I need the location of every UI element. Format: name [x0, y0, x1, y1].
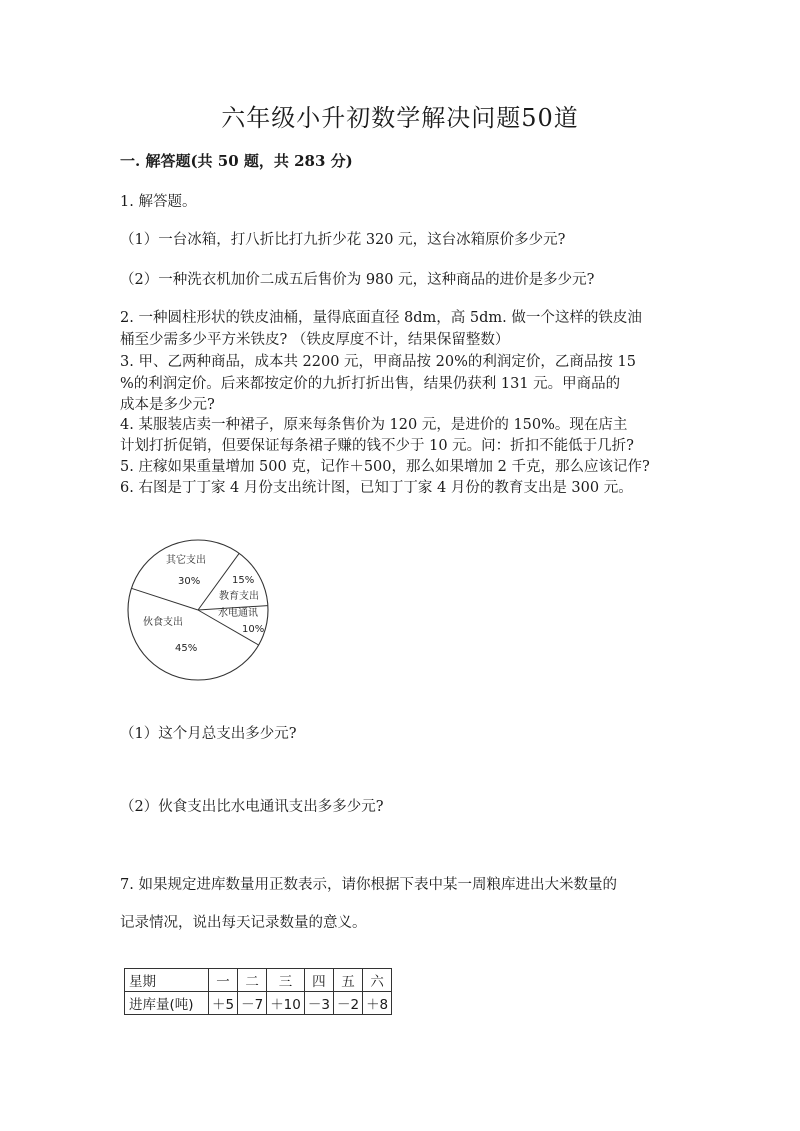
question-5: 5. 庄稼如果重量增加 500 克，记作＋500，那么如果增加 2 千克，那么应该记作?	[120, 459, 650, 475]
question-6: 6. 右图是丁丁家 4 月份支出统计图，已知丁丁家 4 月份的教育支出是 300 元。	[120, 480, 633, 496]
question-6-part-1: （1）这个月总支出多少元?	[120, 726, 297, 742]
rice-storage-table	[124, 968, 392, 1015]
question-4-line-2: 计划打折促销，但要保证每条裙子赚的钱不少于 10 元。问：折扣不能低于几折?	[120, 438, 634, 454]
slice-percent-education: 15%	[232, 575, 255, 586]
table-value-cell: ＋10	[267, 992, 305, 1015]
table-day-cell: 一	[209, 969, 238, 992]
question-1-part-2: （2）一种洗衣机加价二成五后售价为 980 元，这种商品的进价是多少元?	[120, 272, 595, 288]
slice-percent-food: 45%	[175, 643, 198, 654]
table-day-cell: 二	[238, 969, 267, 992]
slice-percent-other: 30%	[178, 576, 201, 587]
table-day-cell: 三	[267, 969, 305, 992]
page-title: 六年级小升初数学解决问题50道	[221, 104, 579, 132]
expense-pie-chart	[118, 522, 298, 692]
table-header-row	[125, 969, 392, 992]
question-3-line-2: %的利润定价。后来都按定价的九折打折出售，结果仍获利 131 元。甲商品的	[120, 376, 621, 392]
slice-percent-utilities: 10%	[242, 624, 265, 635]
question-2-line-1: 2. 一种圆柱形状的铁皮油桶，量得底面直径 8dm，高 5dm. 做一个这样的铁皮油	[120, 310, 642, 326]
slice-label-other: 其它支出	[166, 555, 206, 566]
question-1-label: 1. 解答题。	[120, 194, 197, 210]
slice-label-education: 教育支出	[219, 591, 259, 602]
table-value-cell: －3	[304, 992, 333, 1015]
table-day-cell: 六	[363, 969, 392, 992]
question-2-line-2: 桶至少需多少平方米铁皮? （铁皮厚度不计，结果保留整数）	[120, 332, 510, 348]
table-value-cell: －7	[238, 992, 267, 1015]
question-7-line-1: 7. 如果规定进库数量用正数表示，请你根据下表中某一周粮库进出大米数量的	[120, 877, 617, 893]
slice-label-utilities: 水电通讯	[218, 608, 258, 619]
question-1-part-1: （1）一台冰箱，打八折比打九折少花 320 元，这台冰箱原价多少元?	[120, 232, 566, 248]
table-value-row	[125, 992, 392, 1015]
question-4-line-1: 4. 某服装店卖一种裙子，原来每条售价为 120 元，是进价的 150%。现在店主	[120, 417, 628, 433]
table-value-cell: －2	[333, 992, 362, 1015]
slice-label-food: 伙食支出	[143, 617, 183, 628]
table-day-cell: 五	[333, 969, 362, 992]
question-3-line-3: 成本是多少元?	[120, 397, 215, 413]
question-7-line-2: 记录情况，说出每天记录数量的意义。	[120, 915, 367, 931]
table-day-cell: 四	[304, 969, 333, 992]
table-value-cell: ＋5	[209, 992, 238, 1015]
section-heading: 一. 解答题(共 50 题，共 283 分)	[120, 152, 353, 170]
question-3-line-1: 3. 甲、乙两种商品，成本共 2200 元，甲商品按 20%的利润定价，乙商品按 15	[120, 354, 636, 370]
table-value-cell: ＋8	[363, 992, 392, 1015]
table-header-label: 星期	[125, 969, 209, 992]
question-6-part-2: （2）伙食支出比水电通讯支出多多少元?	[120, 799, 384, 815]
table-row-label: 进库量(吨)	[125, 992, 209, 1015]
